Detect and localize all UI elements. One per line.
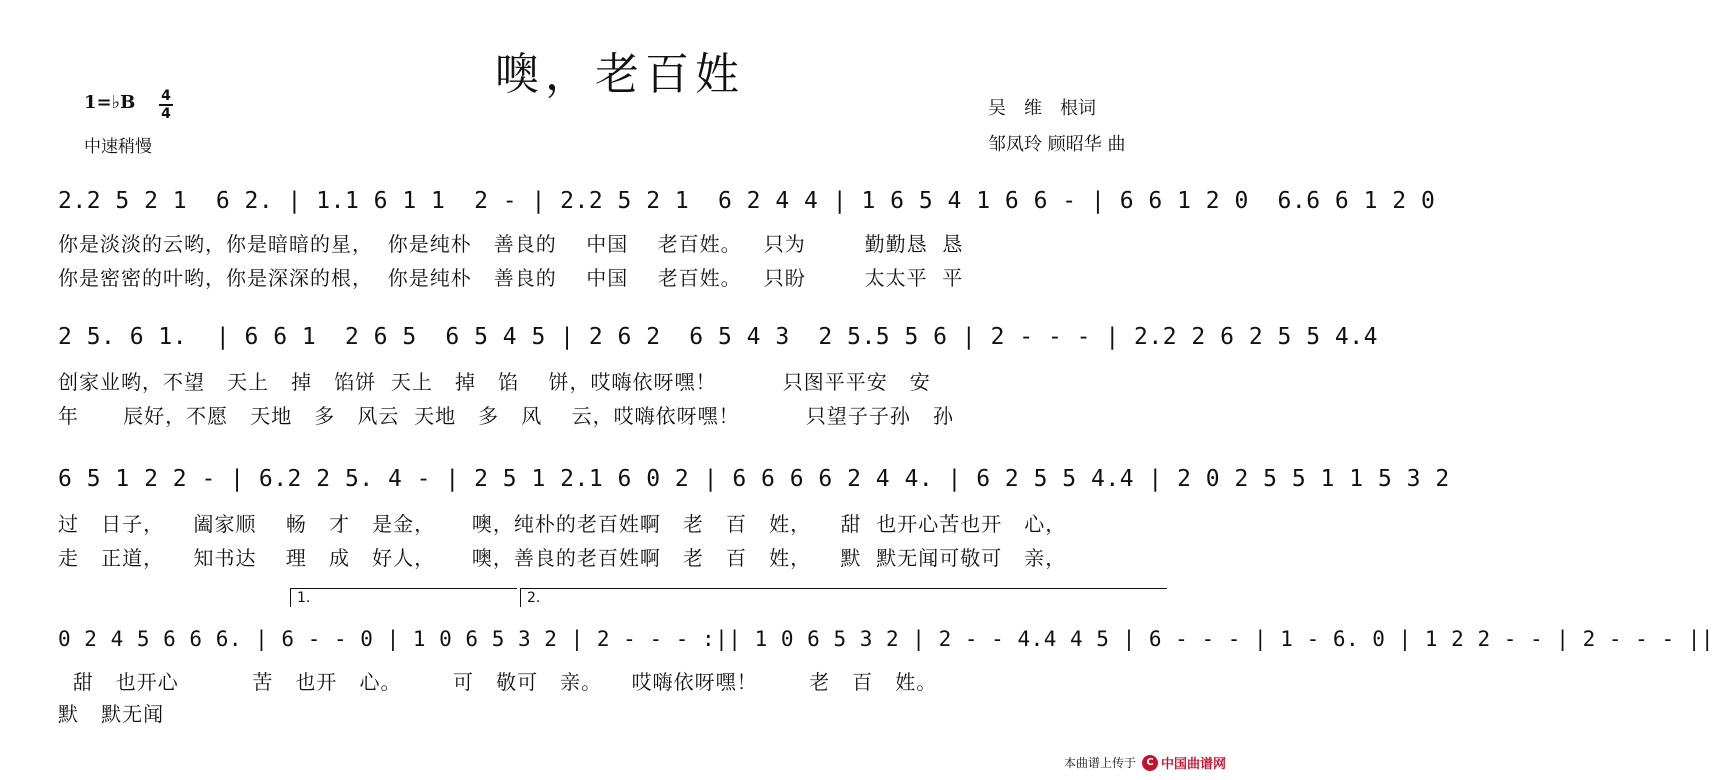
time-signature-top: 4 (161, 88, 171, 104)
notation-line-4: 0 2 4 5 6 6 6. | 6 - - 0 | 1 0 6 5 3 2 | 2 - - - :|| 1 0 6 5 3 2 | 2 - - 4.4 4 5 | 6 - - - | 1 - 6. 0 | 1 2 2 - - | 2 - - - || (58, 627, 1714, 651)
lyric-line-1-verse-2: 你是密密的叶哟，你是深深的根， 你是纯朴 善良的 中国 老百姓。 只盼 太太平 平 (58, 266, 964, 290)
time-signature (158, 88, 174, 122)
lyric-line-4-verse-2: 默 默无闻 (58, 702, 165, 726)
site-logo-icon: C (1142, 755, 1158, 771)
time-signature-bottom: 4 (161, 106, 171, 122)
lyric-line-2-verse-2: 年 辰好，不愿 天地 多 风云 天地 多 风 云，哎嗨依呀嘿！ 只望子子孙 孙 (58, 404, 954, 428)
lyric-line-1-verse-1: 你是淡淡的云哟，你是暗暗的星， 你是纯朴 善良的 中国 老百姓。 只为 勤勤恳 恳 (58, 232, 964, 256)
tempo-marking: 中速稍慢 (84, 137, 152, 157)
volta-second-ending: 2. (520, 588, 1167, 607)
upload-footer (1064, 753, 1226, 772)
site-logo[interactable] (1142, 753, 1226, 772)
upload-text: 本曲谱上传于 (1063, 756, 1136, 770)
notation-line-2: 2 5. 6 1. | 6 6 1 2 6 5 6 5 4 5 | 2 6 2 6 5 4 3 2 5.5 5 6 | 2 - - - | 2.2 2 6 2 5 5 4.4 (58, 324, 1378, 350)
volta-first-ending: 1. (290, 588, 517, 607)
lyric-line-2-verse-1: 创家业哟，不望 天上 掉 馅饼 天上 掉 馅 饼，哎嗨依呀嘿！ 只图平平安 安 (58, 370, 931, 394)
lyricist-credit: 吴 维 根词 (988, 98, 1096, 119)
notation-line-3: 6 5 1 2 2 - | 6.2 2 5. 4 - | 2 5 1 2.1 6 0 2 | 6 6 6 6 2 4 4. | 6 2 5 5 4.4 | 2 0 2 5 5 1 1 5 3 2 (58, 466, 1450, 492)
notation-line-1: 2.2 5 2 1 6 2. | 1.1 6 1 1 2 - | 2.2 5 2 1 6 2 4 4 | 1 6 5 4 1 6 6 - | 6 6 1 2 0 6.6 6 1 2 0 (58, 188, 1436, 214)
lyric-line-3-verse-2: 走 正道， 知书达 理 成 好人， 噢，善良的老百姓啊 老 百 姓， 默 默无闻可敬可 亲， (58, 546, 1067, 570)
lyric-line-4-verse-1: 甜 也开心 苦 也开 心。 可 敬可 亲。 哎嗨依呀嘿！ 老 百 姓。 (58, 670, 938, 694)
composer-credit: 邹凤玲 顾昭华 曲 (988, 134, 1126, 155)
site-logo-text: 中国曲谱网 (1160, 757, 1226, 772)
key-signature: 1=♭B (84, 92, 136, 113)
song-title: 噢，老百姓 (495, 49, 745, 100)
lyric-line-3-verse-1: 过 日子， 阖家顺 畅 才 是金， 噢，纯朴的老百姓啊 老 百 姓， 甜 也开心苦也开 心， (58, 512, 1067, 536)
